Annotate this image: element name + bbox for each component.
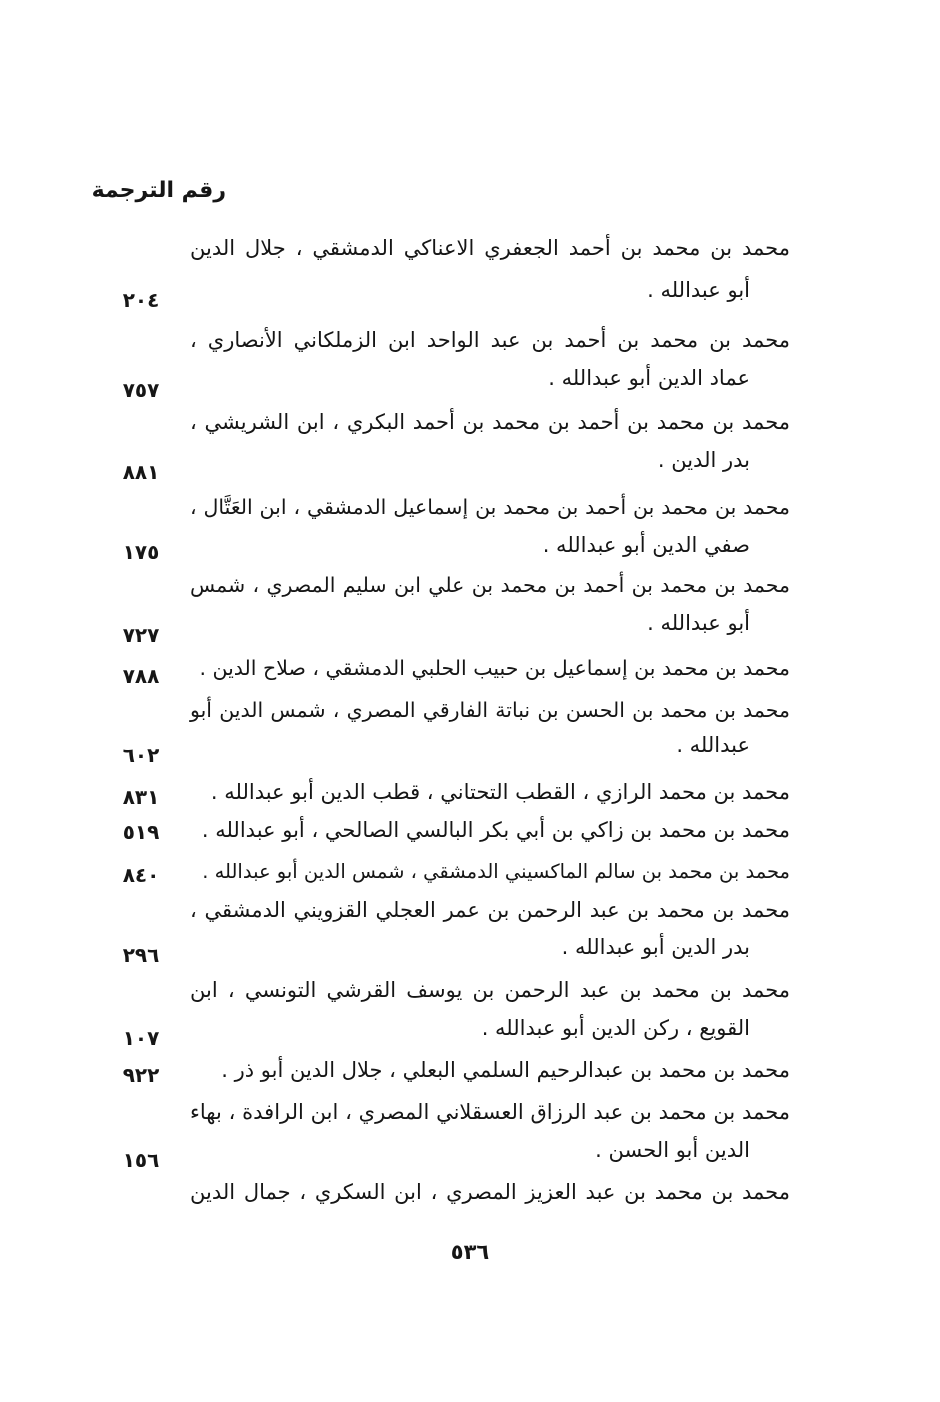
entry-number: ٧٥٧ [122,378,160,402]
entry-line: محمد بن محمد بن سالم الماكسيني الدمشقي ، شمس الدين أبو عبدالله . [202,860,790,883]
entry-number: ٨٣١ [122,785,160,809]
entry-number: ٧٨٨ [122,664,160,688]
entry-line: محمد بن محمد بن أحمد بن عبد الواحد ابن الزملكاني الأنصاري ، [190,328,790,352]
page-number: ٥٣٦ [450,1240,490,1264]
entry-line: أبو عبدالله . [647,278,750,302]
entry-number: ٨٤٠ [122,863,160,887]
entry-number: ١٠٧ [122,1026,160,1050]
entry-number: ٦٠٢ [122,743,160,767]
entry-line: محمد بن محمد بن الحسن بن نباتة الفارقي المصري ، شمس الدين أبو [190,698,790,722]
entry-number: ١٥٦ [122,1148,160,1172]
entry-number: ٥١٩ [122,820,160,844]
entry-number: ١٧٥ [122,540,160,564]
entry-line: محمد بن محمد بن عبد الرحمن بن عمر العجلي القزويني الدمشقي ، [190,898,790,922]
entry-line: محمد بن محمد بن عبدالرحيم السلمي البعلي ، جلال الدين أبو ذر . [221,1058,790,1082]
entry-line: بدر الدين . [657,448,750,472]
entry-line: صفي الدين أبو عبدالله . [542,533,750,557]
entry-line: عبدالله . [676,733,750,757]
entry-line: محمد بن محمد بن أحمد بن محمد بن علي ابن سليم المصري ، شمس [190,573,790,597]
entry-line: محمد بن محمد بن أحمد بن محمد بن إسماعيل الدمشقي ، ابن العَتَّال ، [190,495,790,519]
entry-line: القويع ، ركن الدين أبو عبدالله . [481,1016,750,1040]
entry-number: ٢٩٦ [122,943,160,967]
entry-line: محمد بن محمد بن زاكي بن أبي بكر البالسي الصالحي ، أبو عبدالله . [201,818,790,842]
entry-line: محمد بن محمد بن إسماعيل بن حبيب الحلبي الدمشقي ، صلاح الدين . [199,656,790,680]
column-heading: رقم الترجمة [91,178,226,203]
entry-line: عماد الدين أبو عبدالله . [548,366,750,390]
entry-line: محمد بن محمد بن أحمد بن محمد بن أحمد البكري ، ابن الشريشي ، [190,410,790,434]
entry-line: محمد بن محمد الرازي ، القطب التحتاني ، قطب الدين أبو عبدالله . [210,780,790,804]
entry-number: ٩٢٢ [122,1063,160,1087]
entry-line: محمد بن محمد بن عبد العزيز المصري ، ابن السكري ، جمال الدين [190,1180,790,1204]
entry-number: ٢٠٤ [122,288,160,312]
entry-line: محمد بن محمد بن أحمد الجعفري الاعناكي الدمشقي ، جلال الدين [190,236,790,260]
entry-line: بدر الدين أبو عبدالله . [561,935,750,959]
entry-line: محمد بن محمد بن عبد الرحمن بن يوسف القرشي التونسي ، ابن [190,978,790,1002]
entry-number: ٨٨١ [122,460,160,484]
entry-line: الدين أبو الحسن . [595,1138,750,1162]
entry-line: محمد بن محمد بن عبد الرزاق العسقلاني المصري ، ابن الرافدة ، بهاء [190,1100,790,1124]
entry-line: أبو عبدالله . [647,611,750,635]
entry-number: ٧٢٧ [122,623,160,647]
